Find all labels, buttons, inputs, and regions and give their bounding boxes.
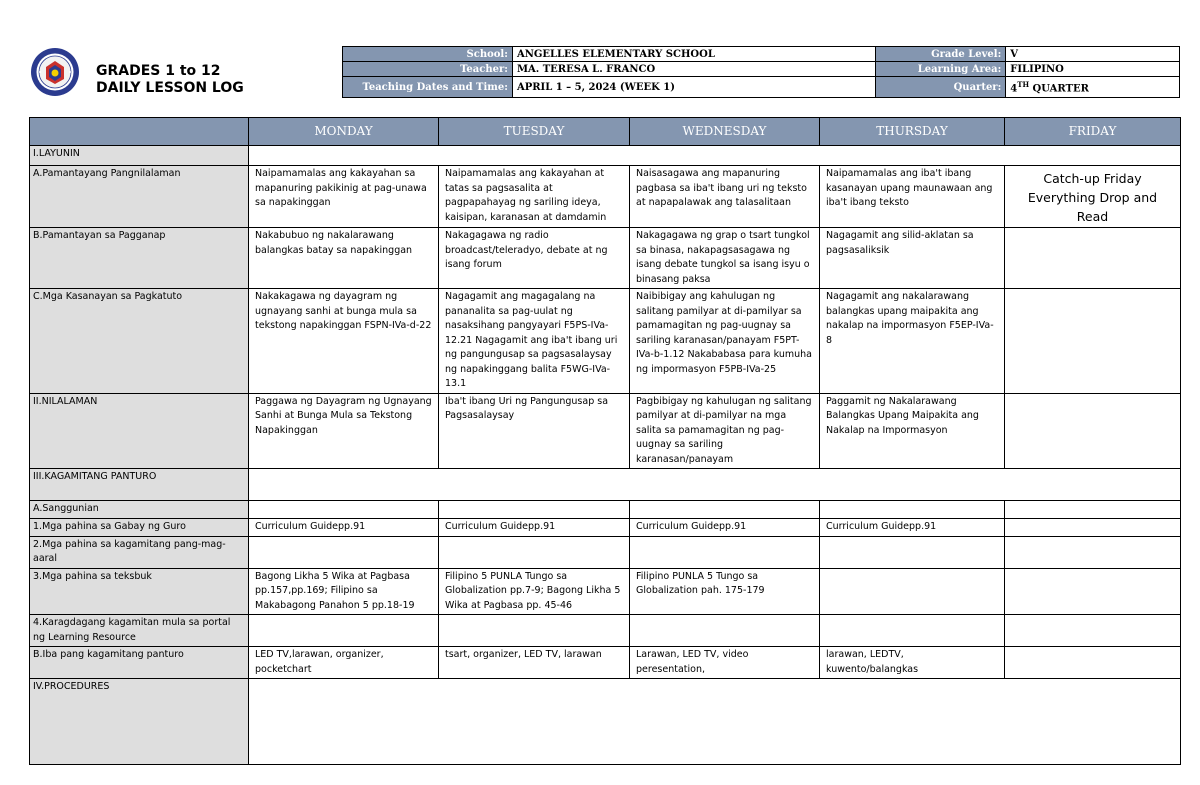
cell-wednesday: Naisasagawa ang mapanuring pagbasa sa iba't ibang uri ng teksto at napapalawak ang talasalitaan — [630, 166, 820, 228]
catch-up-friday-text: Catch-up Friday Everything Drop and Read — [1005, 166, 1181, 228]
table-row — [30, 536, 1181, 568]
empty-cell — [820, 501, 1005, 519]
dates-value: APRIL 1 – 5, 2024 (WEEK 1) — [512, 77, 875, 98]
table-row — [30, 289, 1181, 394]
empty-cell — [820, 615, 1005, 647]
title-line-1: GRADES 1 to 12 — [96, 63, 221, 79]
empty-cell — [820, 536, 1005, 568]
cell-thursday: Nagagamit ang nakalarawang balangkas upang maipakita ang nakalap na impormasyon F5EP-IVa-8 — [820, 289, 1005, 394]
row-label-kasanayan: C.Mga Kasanayan sa Pagkatuto — [30, 289, 249, 394]
table-row — [30, 469, 1181, 501]
school-value: ANGELLES ELEMENTARY SCHOOL — [512, 47, 875, 62]
learning-area-label: Learning Area: — [876, 62, 1006, 77]
empty-cell — [439, 501, 630, 519]
empty-cell — [1005, 518, 1181, 536]
quarter-label: Quarter: — [876, 77, 1006, 98]
dates-label: Teaching Dates and Time: — [343, 77, 513, 98]
table-row — [30, 615, 1181, 647]
cell-wednesday: Nakagagawa ng grap o tsart tungkol sa binasa, nakapagsasagawa ng isang debate tungkol sa isang isyu o binasang paksa — [630, 228, 820, 289]
cell-thursday: Curriculum Guidepp.91 — [820, 518, 1005, 536]
table-row — [30, 647, 1181, 679]
empty-cell — [1005, 615, 1181, 647]
cell-monday: LED TV,larawan, organizer, pocketchart — [249, 647, 439, 679]
teacher-value: MA. TERESA L. FRANCO — [512, 62, 875, 77]
empty-cell — [249, 146, 1181, 166]
row-label-layunin: I.LAYUNIN — [30, 146, 249, 166]
cell-wednesday: Larawan, LED TV, video peresentation, — [630, 647, 820, 679]
cell-wednesday: Filipino PUNLA 5 Tungo sa Globalization pah. 175-179 — [630, 568, 820, 615]
empty-cell — [630, 501, 820, 519]
day-wednesday: WEDNESDAY — [630, 118, 820, 146]
row-label-portal: 4.Karagdagang kagamitan mula sa portal ng Learning Resource — [30, 615, 249, 647]
learning-area-value: FILIPINO — [1006, 62, 1180, 77]
table-row — [30, 501, 1181, 519]
empty-cell — [249, 536, 439, 568]
deped-seal-icon — [30, 47, 80, 97]
quarter-value — [1006, 77, 1180, 98]
empty-cell — [1005, 228, 1181, 289]
empty-cell — [630, 615, 820, 647]
row-label-pamantayan-pagganap: B.Pamantayan sa Pagganap — [30, 228, 249, 289]
row-label-nilalaman: II.NILALAMAN — [30, 393, 249, 469]
info-table — [342, 46, 1180, 98]
empty-cell — [1005, 536, 1181, 568]
empty-cell — [1005, 393, 1181, 469]
cell-wednesday: Naibibigay ang kahulugan ng salitang pamilyar at di-pamilyar sa pamamagitan ng pag-uugnay sa sariling karanasan/panayam F5PT-IVa-b-1.12 Nakababasa para kumuha ng impormasyon F5PB-IVa-25 — [630, 289, 820, 394]
grade-level-value: V — [1006, 47, 1180, 62]
cell-thursday: Paggamit ng Nakalarawang Balangkas Upang Maipakita ang Nakalap na Impormasyon — [820, 393, 1005, 469]
empty-cell — [1005, 647, 1181, 679]
cell-thursday: Naipamamalas ang iba't ibang kasanayan upang maunawaan ang iba't ibang teksto — [820, 166, 1005, 228]
cell-tuesday: Filipino 5 PUNLA Tungo sa Globalization pp.7-9; Bagong Likha 5 Wika at Pagbasa pp. 45-46 — [439, 568, 630, 615]
row-label-kagamitan: III.KAGAMITANG PANTURO — [30, 469, 249, 501]
day-thursday: THURSDAY — [820, 118, 1005, 146]
cell-thursday: larawan, LEDTV, kuwento/balangkas — [820, 647, 1005, 679]
row-label-procedures: IV.PROCEDURES — [30, 679, 249, 765]
cell-wednesday: Curriculum Guidepp.91 — [630, 518, 820, 536]
cell-monday: Nakabubuo ng nakalarawang balangkas batay sa napakinggan — [249, 228, 439, 289]
row-label-pamantayang-pangnilalaman: A.Pamantayang Pangnilalaman — [30, 166, 249, 228]
empty-cell — [249, 501, 439, 519]
cell-monday: Bagong Likha 5 Wika at Pagbasa pp.157,pp.169; Filipino sa Makabagong Panahon 5 pp.18-19 — [249, 568, 439, 615]
cell-tuesday: Naipamamalas ang kakayahan at tatas sa pagsasalita at pagpapahayag ng sariling ideya, kaisipan, karanasan at damdamin — [439, 166, 630, 228]
empty-cell — [249, 615, 439, 647]
table-row — [30, 228, 1181, 289]
day-friday: FRIDAY — [1005, 118, 1181, 146]
cell-thursday: Nagagamit ang silid-aklatan sa pagsasaliksik — [820, 228, 1005, 289]
cell-tuesday: Curriculum Guidepp.91 — [439, 518, 630, 536]
cell-monday: Paggawa ng Dayagram ng Ugnayang Sanhi at Bunga Mula sa Tekstong Napakinggan — [249, 393, 439, 469]
cell-wednesday: Pagbibigay ng kahulugan ng salitang pamilyar at di-pamilyar na mga salita sa pamamagitan ng pag-uugnay sa sariling karanasan/panayam — [630, 393, 820, 469]
teacher-label: Teacher: — [343, 62, 513, 77]
table-row — [30, 146, 1181, 166]
empty-cell — [249, 469, 1181, 501]
quarter-word: QUARTER — [1029, 83, 1089, 95]
row-label-teksbuk: 3.Mga pahina sa teksbuk — [30, 568, 249, 615]
row-label-sanggunian: A.Sanggunian — [30, 501, 249, 519]
empty-cell — [439, 536, 630, 568]
empty-cell — [630, 536, 820, 568]
cell-tuesday: Nakagagawa ng radio broadcast/teleradyo, debate at ng isang forum — [439, 228, 630, 289]
cell-tuesday: Iba't ibang Uri ng Pangungusap sa Pagsasalaysay — [439, 393, 630, 469]
empty-cell — [439, 615, 630, 647]
empty-cell — [1005, 289, 1181, 394]
empty-cell — [820, 568, 1005, 615]
row-label-kagamitang-mag-aaral: 2.Mga pahina sa kagamitang pang-mag-aaral — [30, 536, 249, 568]
corner-cell — [30, 118, 249, 146]
document-title — [96, 63, 244, 97]
table-row — [30, 518, 1181, 536]
empty-cell — [1005, 501, 1181, 519]
row-label-iba-pang: B.Iba pang kagamitang panturo — [30, 647, 249, 679]
grade-level-label: Grade Level: — [876, 47, 1006, 62]
lesson-log-table — [29, 117, 1181, 765]
day-tuesday: TUESDAY — [439, 118, 630, 146]
table-row — [30, 393, 1181, 469]
empty-cell — [249, 679, 1181, 765]
quarter-number: 4 — [1010, 83, 1018, 95]
table-row — [30, 166, 1181, 228]
title-line-2: DAILY LESSON LOG — [96, 80, 244, 96]
cell-tuesday: Nagagamit ang magagalang na pananalita sa pag-uulat ng nasaksihang pangyayari F5PS-IVa-12.21 Nagagamit ang iba't ibang uri ng pangungusap sa pagsasalaysay ng napakinggang balita F5WG-IVa-13.1 — [439, 289, 630, 394]
row-label-gabay: 1.Mga pahina sa Gabay ng Guro — [30, 518, 249, 536]
cell-monday: Nakakagawa ng dayagram ng ugnayang sanhi at bunga mula sa tekstong napakinggan FSPN-IVa-d-22 — [249, 289, 439, 394]
school-label: School: — [343, 47, 513, 62]
day-monday: MONDAY — [249, 118, 439, 146]
cell-tuesday: tsart, organizer, LED TV, larawan — [439, 647, 630, 679]
empty-cell — [1005, 568, 1181, 615]
day-header-row — [30, 118, 1181, 146]
cell-monday: Naipamamalas ang kakayahan sa mapanuring pakikinig at pag-unawa sa napakinggan — [249, 166, 439, 228]
table-row — [30, 568, 1181, 615]
cell-monday: Curriculum Guidepp.91 — [249, 518, 439, 536]
table-row — [30, 679, 1181, 765]
quarter-suffix: TH — [1017, 79, 1030, 89]
